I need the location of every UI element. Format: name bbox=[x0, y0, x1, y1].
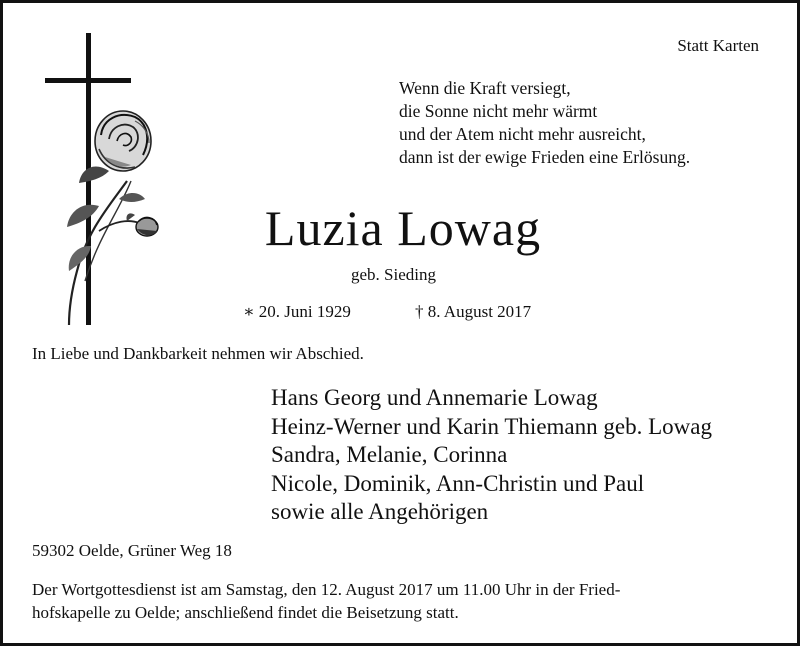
service-info bbox=[32, 578, 620, 624]
deceased-name-text: Luzia Lowag bbox=[264, 200, 542, 256]
deceased-name bbox=[3, 199, 800, 257]
farewell-text: In Liebe und Dankbarkeit nehmen wir Abschied. bbox=[32, 344, 364, 363]
poem-line: dann ist der ewige Frieden eine Erlösung. bbox=[399, 147, 691, 167]
service-line: hofskapelle zu Oelde; anschließend findet die Beisetzung statt. bbox=[32, 603, 459, 622]
mourner-line: sowie alle Angehörigen bbox=[271, 499, 489, 524]
birth-date: ∗ 20. Juni 1929 bbox=[243, 302, 351, 321]
poem-line: Wenn die Kraft versiegt, bbox=[399, 78, 571, 98]
death-date: † 8. August 2017 bbox=[415, 302, 532, 321]
maiden-name: geb. Sieding bbox=[351, 265, 436, 284]
mourner-line: Hans Georg und Annemarie Lowag bbox=[271, 385, 598, 410]
poem-line: und der Atem nicht mehr ausreicht, bbox=[399, 124, 646, 144]
service-line: Der Wortgottesdienst ist am Samstag, den 12. August 2017 um 11.00 Uhr in der Fried- bbox=[32, 580, 621, 599]
mourners-list bbox=[271, 384, 712, 527]
address: 59302 Oelde, Grüner Weg 18 bbox=[32, 541, 232, 560]
mourner-line: Sandra, Melanie, Corinna bbox=[271, 442, 508, 467]
mourner-line: Nicole, Dominik, Ann-Christin und Paul bbox=[271, 470, 645, 496]
cross-with-rose-icon bbox=[39, 31, 169, 331]
mourner-line: Heinz-Werner und Karin Thiemann geb. Lowag bbox=[271, 413, 712, 439]
statt-karten-note: Statt Karten bbox=[677, 36, 759, 55]
poem bbox=[399, 77, 690, 169]
poem-line: die Sonne nicht mehr wärmt bbox=[399, 101, 598, 121]
